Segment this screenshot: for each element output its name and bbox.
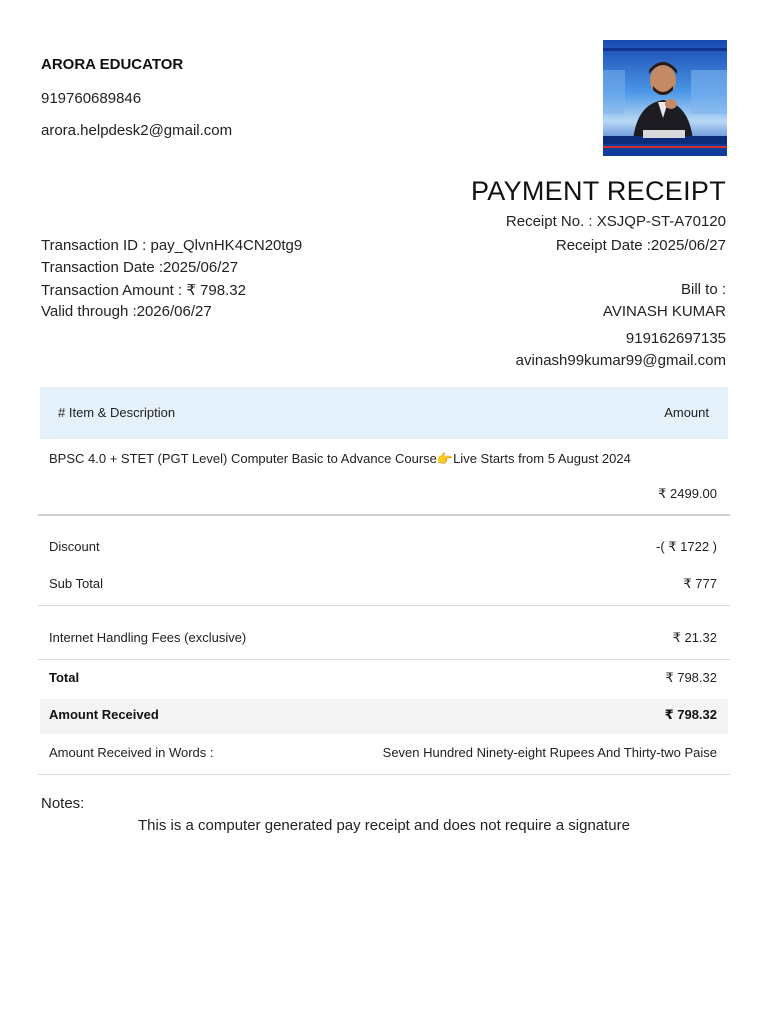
discount-value: -( ₹ 1722 ) <box>655 539 717 554</box>
divider <box>38 659 730 660</box>
notes-text: This is a computer generated pay receipt and does not require a signature <box>138 817 630 834</box>
educator-photo-graphic <box>603 40 727 156</box>
amount-words-value: Seven Hundred Ninety-eight Rupees And Thirty-two Paise <box>382 745 717 760</box>
bill-to-name: AVINASH KUMAR <box>602 303 726 320</box>
transaction-id: Transaction ID : pay_QlvnHK4CN20tg9 <box>41 237 303 254</box>
header-amount: Amount <box>664 405 709 420</box>
fees-value: ₹ 21.32 <box>672 630 717 645</box>
subtotal-value: ₹ 777 <box>683 576 717 591</box>
receipt-date: Receipt Date :2025/06/27 <box>555 237 726 254</box>
issuer-phone: 919760689846 <box>41 90 142 107</box>
notes-label: Notes: <box>41 795 85 812</box>
issuer-email: arora.helpdesk2@gmail.com <box>41 122 233 139</box>
transaction-amount: Transaction Amount : ₹ 798.32 <box>41 282 246 299</box>
item-amount: ₹ 2499.00 <box>658 486 717 501</box>
bill-to-email: avinash99kumar99@gmail.com <box>515 352 726 369</box>
divider <box>38 514 730 516</box>
receipt-number: Receipt No. : XSJQP-ST-A70120 <box>505 213 726 230</box>
amount-received-label: Amount Received <box>49 707 159 722</box>
bill-to-phone: 919162697135 <box>625 330 726 347</box>
amount-words-label: Amount Received in Words : <box>49 745 214 760</box>
total-value: ₹ 798.32 <box>665 670 717 685</box>
divider <box>38 774 730 775</box>
amount-received-value: ₹ 798.32 <box>664 707 717 722</box>
issuer-name: ARORA EDUCATOR <box>41 56 184 73</box>
items-table-header <box>40 387 728 439</box>
subtotal-label: Sub Total <box>49 576 103 591</box>
item-description: BPSC 4.0 + STET (PGT Level) Computer Basic to Advance Course👉Live Starts from 5 August 2024 <box>49 451 631 466</box>
header-item-description: # Item & Description <box>58 405 176 420</box>
bill-to-label: Bill to : <box>680 281 726 298</box>
divider <box>38 605 730 606</box>
valid-through: Valid through :2026/06/27 <box>41 303 212 320</box>
educator-photo <box>603 40 727 156</box>
transaction-date: Transaction Date :2025/06/27 <box>41 259 239 276</box>
receipt-title: PAYMENT RECEIPT <box>470 176 726 206</box>
discount-label: Discount <box>49 539 100 554</box>
total-label: Total <box>49 670 80 685</box>
fees-label: Internet Handling Fees (exclusive) <box>49 630 247 645</box>
